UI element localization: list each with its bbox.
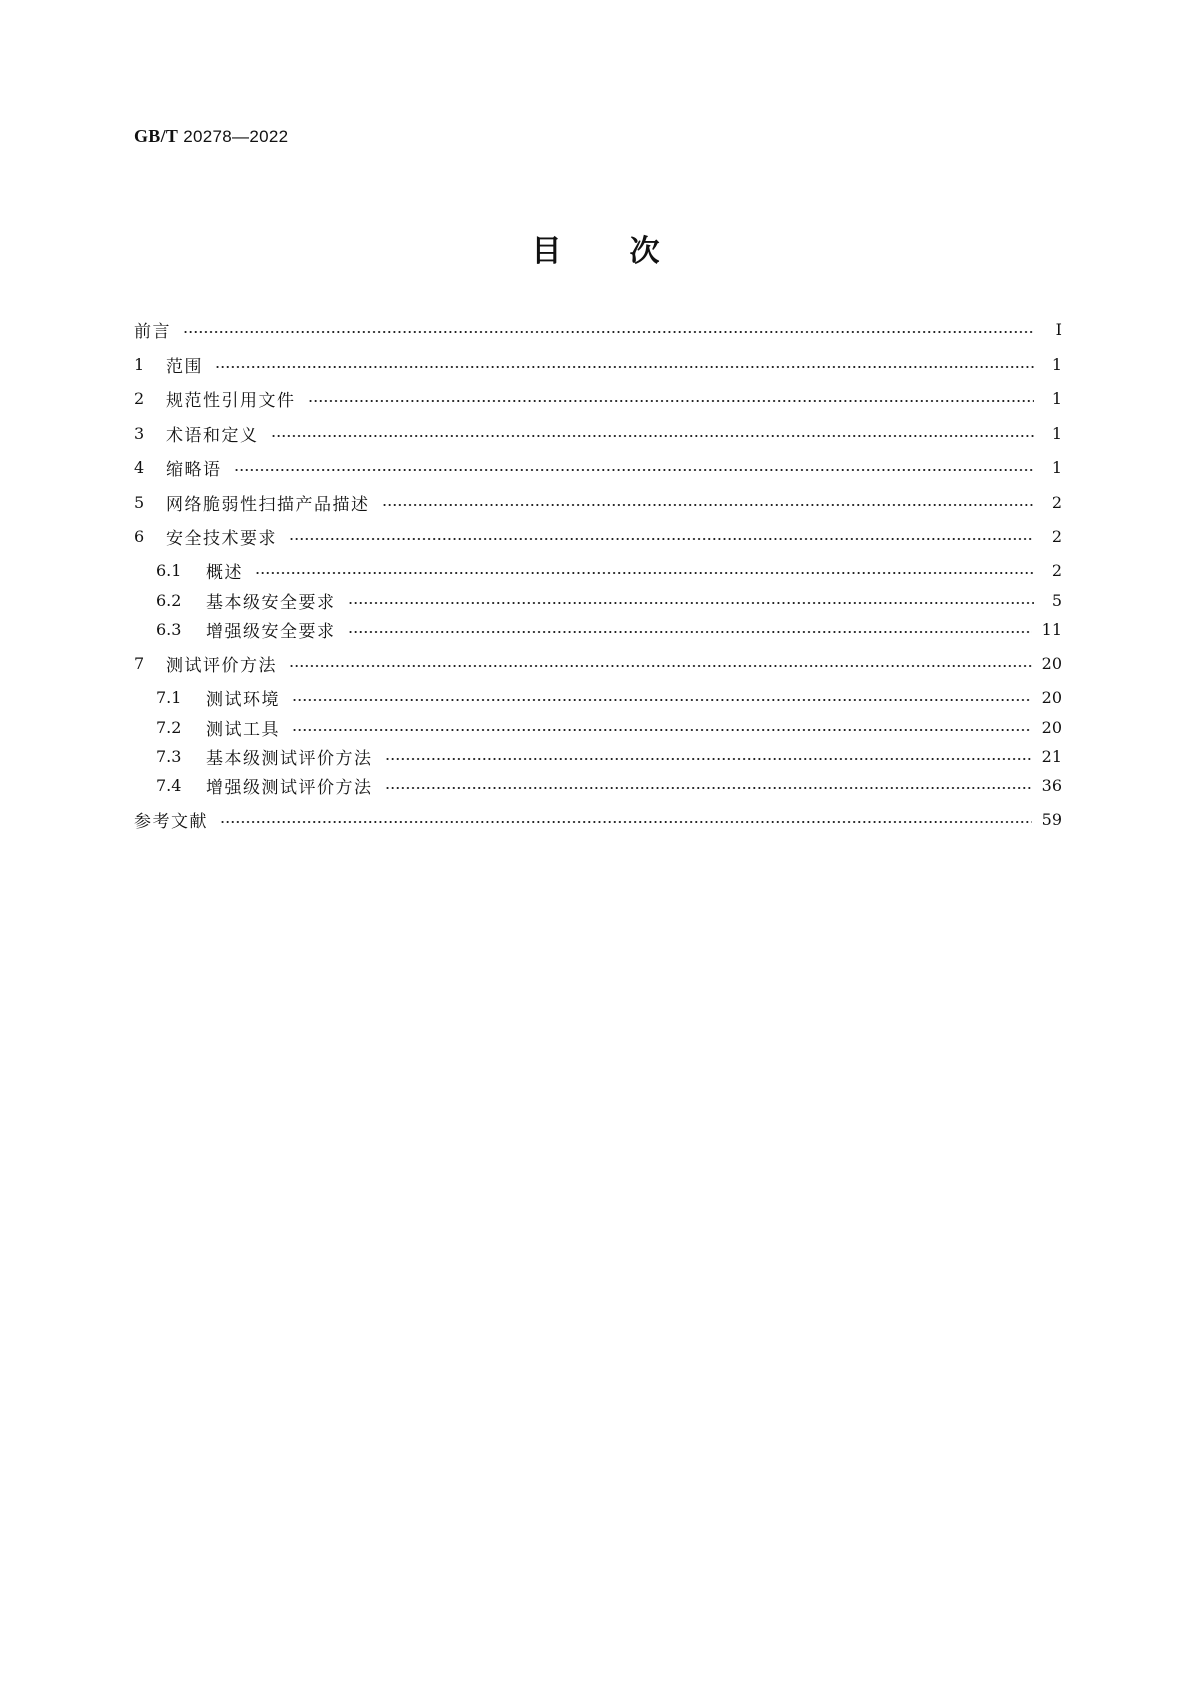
toc-entry-title: 测试评价方法 bbox=[166, 655, 277, 676]
toc-entry-7-2[interactable] bbox=[134, 715, 1062, 739]
toc-entry-number: 7.3 bbox=[156, 746, 182, 766]
toc-entry-title: 概述 bbox=[206, 562, 243, 583]
title-char-2: 次 bbox=[629, 234, 660, 269]
dot-leader bbox=[271, 431, 1035, 441]
toc-entry-number: 7 bbox=[134, 653, 145, 673]
toc-entry-number: 6 bbox=[134, 526, 145, 546]
dot-leader bbox=[220, 817, 1032, 827]
toc-entry-number: 6.2 bbox=[156, 590, 182, 610]
dot-leader bbox=[292, 725, 1032, 735]
dot-leader bbox=[348, 627, 1032, 637]
toc-entry-page: 20 bbox=[1041, 717, 1062, 737]
dot-leader bbox=[382, 500, 1035, 510]
toc-entry-number: 6.3 bbox=[156, 619, 182, 639]
toc-entry-6-2[interactable] bbox=[134, 588, 1062, 612]
dot-leader bbox=[348, 598, 1035, 608]
toc-entry-3[interactable] bbox=[134, 421, 1062, 445]
toc-entry-title: 缩略语 bbox=[166, 459, 222, 480]
toc-entry-title: 测试工具 bbox=[206, 719, 280, 740]
dot-leader bbox=[183, 327, 1034, 337]
toc-entry-page: 20 bbox=[1041, 687, 1062, 707]
toc-entry-page: 2 bbox=[1051, 492, 1062, 512]
toc-entry-6[interactable] bbox=[134, 524, 1062, 548]
toc-entry-5[interactable] bbox=[134, 490, 1062, 514]
toc-entry-6-1[interactable] bbox=[134, 558, 1062, 582]
toc-entry-title: 术语和定义 bbox=[166, 425, 259, 446]
toc-entry-6-3[interactable] bbox=[134, 617, 1062, 641]
toc-entry-number: 6.1 bbox=[156, 560, 182, 580]
dot-leader bbox=[308, 396, 1035, 406]
toc-entry-title: 规范性引用文件 bbox=[166, 390, 296, 411]
toc-entry-page: 1 bbox=[1051, 354, 1062, 374]
toc-entry-number: 4 bbox=[134, 457, 145, 477]
toc-entry-page: 1 bbox=[1051, 388, 1062, 408]
toc-entry-page: 20 bbox=[1041, 653, 1062, 673]
toc-entry-number: 7.4 bbox=[156, 775, 182, 795]
toc-entry-2[interactable] bbox=[134, 386, 1062, 410]
toc-entry-1[interactable] bbox=[134, 352, 1062, 376]
standard-prefix: GB/T bbox=[134, 126, 179, 146]
title-char-1: 目 bbox=[531, 234, 562, 269]
toc-entry-7-3[interactable] bbox=[134, 744, 1062, 768]
standard-code: 20278—2022 bbox=[183, 127, 289, 146]
standard-number bbox=[134, 126, 288, 147]
toc-entry-page: 2 bbox=[1051, 560, 1062, 580]
toc-entry-number: 7.1 bbox=[156, 687, 182, 707]
toc-entry-title: 增强级安全要求 bbox=[206, 621, 336, 642]
toc-entry-page: Ⅰ bbox=[1055, 319, 1062, 339]
toc-entry-title: 网络脆弱性扫描产品描述 bbox=[166, 494, 370, 515]
dot-leader bbox=[215, 362, 1034, 372]
toc-entry-bibliography[interactable] bbox=[134, 807, 1062, 831]
dot-leader bbox=[289, 661, 1032, 671]
toc-entry-page: 21 bbox=[1041, 746, 1062, 766]
toc-entry-number: 5 bbox=[134, 492, 145, 512]
dot-leader bbox=[292, 695, 1032, 705]
toc-entry-title: 参考文献 bbox=[134, 811, 208, 832]
dot-leader bbox=[255, 568, 1034, 578]
toc-entry-page: 2 bbox=[1051, 526, 1062, 546]
dot-leader bbox=[385, 783, 1032, 793]
toc-entry-title: 安全技术要求 bbox=[166, 528, 277, 549]
toc-entry-7-1[interactable] bbox=[134, 685, 1062, 709]
toc-entry-page: 1 bbox=[1051, 457, 1062, 477]
toc-entry-title: 增强级测试评价方法 bbox=[206, 777, 373, 798]
toc-entry-page: 5 bbox=[1051, 590, 1062, 610]
toc-entry-foreword[interactable] bbox=[134, 317, 1062, 341]
toc-entry-title: 基本级安全要求 bbox=[206, 592, 336, 613]
dot-leader bbox=[289, 534, 1034, 544]
toc-entry-title: 范围 bbox=[166, 356, 203, 377]
toc-entry-page: 11 bbox=[1041, 619, 1062, 639]
toc-entry-title: 测试环境 bbox=[206, 689, 280, 710]
dot-leader bbox=[234, 465, 1035, 475]
toc-entry-title: 前言 bbox=[134, 321, 171, 342]
toc-entry-7[interactable] bbox=[134, 651, 1062, 675]
toc-entry-page: 36 bbox=[1041, 775, 1062, 795]
dot-leader bbox=[385, 754, 1032, 764]
toc-entry-4[interactable] bbox=[134, 455, 1062, 479]
page-title bbox=[0, 226, 1191, 270]
toc-entry-number: 7.2 bbox=[156, 717, 182, 737]
toc-entry-number: 2 bbox=[134, 388, 145, 408]
toc-entry-page: 59 bbox=[1041, 809, 1062, 829]
toc-entry-page: 1 bbox=[1051, 423, 1062, 443]
toc-entry-number: 3 bbox=[134, 423, 145, 443]
toc-entry-number: 1 bbox=[134, 354, 145, 374]
toc-entry-7-4[interactable] bbox=[134, 773, 1062, 797]
toc-entry-title: 基本级测试评价方法 bbox=[206, 748, 373, 769]
